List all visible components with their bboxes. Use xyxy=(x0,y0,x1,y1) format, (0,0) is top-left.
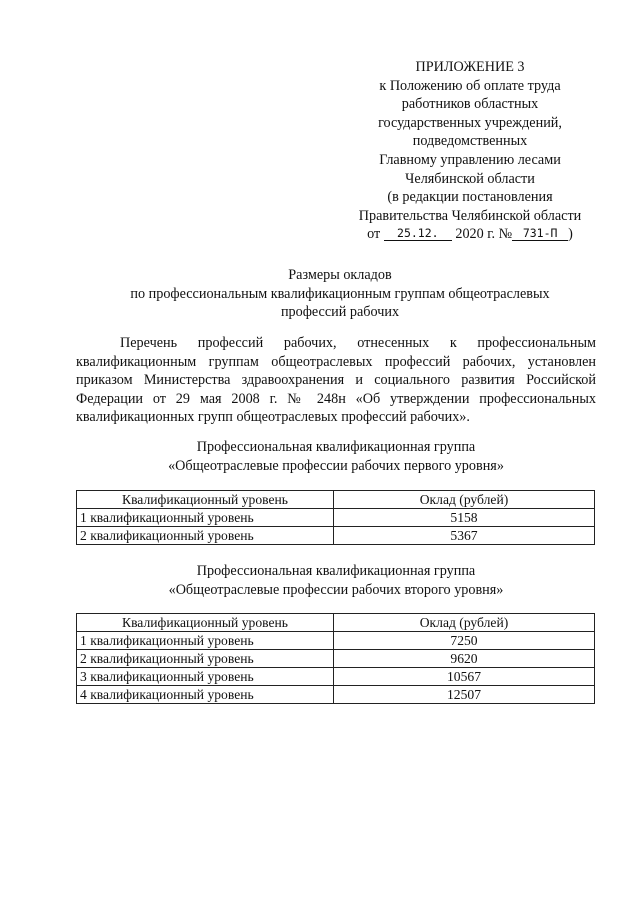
table-row xyxy=(77,509,595,527)
table-row xyxy=(77,632,595,650)
appendix-line: Правительства Челябинской области xyxy=(358,207,582,224)
group2-salary-table xyxy=(76,613,595,704)
paragraph-line: Перечень профессий рабочих, отнесенных к профессиональным xyxy=(120,335,596,351)
appendix-line: работников областных xyxy=(401,96,539,113)
column-header-salary: Оклад (рублей) xyxy=(334,491,595,509)
document-title xyxy=(80,266,600,322)
group-heading-line: Профессиональная квалификационная группа xyxy=(196,439,476,455)
paragraph-line: приказом Министерства здравоохранения и социального развития Российской xyxy=(76,372,596,389)
appendix-line: Главному управлению лесами xyxy=(379,151,561,168)
handwritten-date: 25.12. xyxy=(384,226,452,241)
table-row xyxy=(77,686,595,704)
group-heading-line: Профессиональная квалификационная группа xyxy=(196,563,476,579)
table-header-row xyxy=(77,614,595,632)
title-line: по профессиональным квалификационным группам общеотраслевых xyxy=(130,285,550,302)
appendix-line: к Положению об оплате труда xyxy=(379,77,561,94)
column-header-level: Квалификационный уровень xyxy=(77,614,334,632)
group-heading-line: «Общеотраслевые профессии рабочих первого уровня» xyxy=(168,457,504,474)
paragraph-line: квалификационным группам общеотраслевых профессий рабочих, установлен xyxy=(76,353,596,370)
level-cell: 3 квалификационный уровень xyxy=(77,668,334,686)
level-cell: 2 квалификационный уровень xyxy=(77,650,334,668)
appendix-header xyxy=(340,58,600,244)
year-text: 2020 г. № xyxy=(455,226,513,243)
intro-paragraph xyxy=(76,334,596,427)
title-line: профессий рабочих xyxy=(280,304,400,321)
paragraph-line: квалификационных групп общеотраслевых профессий рабочих». xyxy=(76,409,470,426)
salary-cell: 5158 xyxy=(334,509,595,527)
group1-salary-table xyxy=(76,490,595,545)
salary-cell: 5367 xyxy=(334,527,595,545)
level-cell: 1 квалификационный уровень xyxy=(77,509,334,527)
salary-cell: 10567 xyxy=(334,668,595,686)
closing-paren: ) xyxy=(568,226,573,243)
table-row xyxy=(77,527,595,545)
column-header-salary: Оклад (рублей) xyxy=(334,614,595,632)
appendix-line: подведомственных xyxy=(412,133,528,150)
group-heading-line: «Общеотраслевые профессии рабочих второго уровня» xyxy=(168,581,504,598)
table-row xyxy=(77,650,595,668)
level-cell: 2 квалификационный уровень xyxy=(77,527,334,545)
handwritten-number: 731-П xyxy=(512,226,568,241)
column-header-level: Квалификационный уровень xyxy=(77,491,334,509)
group2-heading xyxy=(76,562,596,599)
paragraph-line: Федерации от 29 мая 2008 г. № 248н «Об утверждении профессиональных xyxy=(76,390,596,407)
appendix-title: ПРИЛОЖЕНИЕ 3 xyxy=(415,59,525,75)
appendix-line: (в редакции постановления xyxy=(387,189,553,206)
salary-cell: 7250 xyxy=(334,632,595,650)
table-header-row xyxy=(77,491,595,509)
level-cell: 1 квалификационный уровень xyxy=(77,632,334,650)
group1-heading xyxy=(76,438,596,475)
level-cell: 4 квалификационный уровень xyxy=(77,686,334,704)
title-line: Размеры окладов xyxy=(288,267,392,283)
resolution-date-line xyxy=(340,225,600,244)
table-row xyxy=(77,668,595,686)
salary-cell: 9620 xyxy=(334,650,595,668)
appendix-line: Челябинской области xyxy=(405,170,535,187)
appendix-line: государственных учреждений, xyxy=(378,114,562,131)
salary-cell: 12507 xyxy=(334,686,595,704)
date-prefix: от xyxy=(367,226,381,243)
